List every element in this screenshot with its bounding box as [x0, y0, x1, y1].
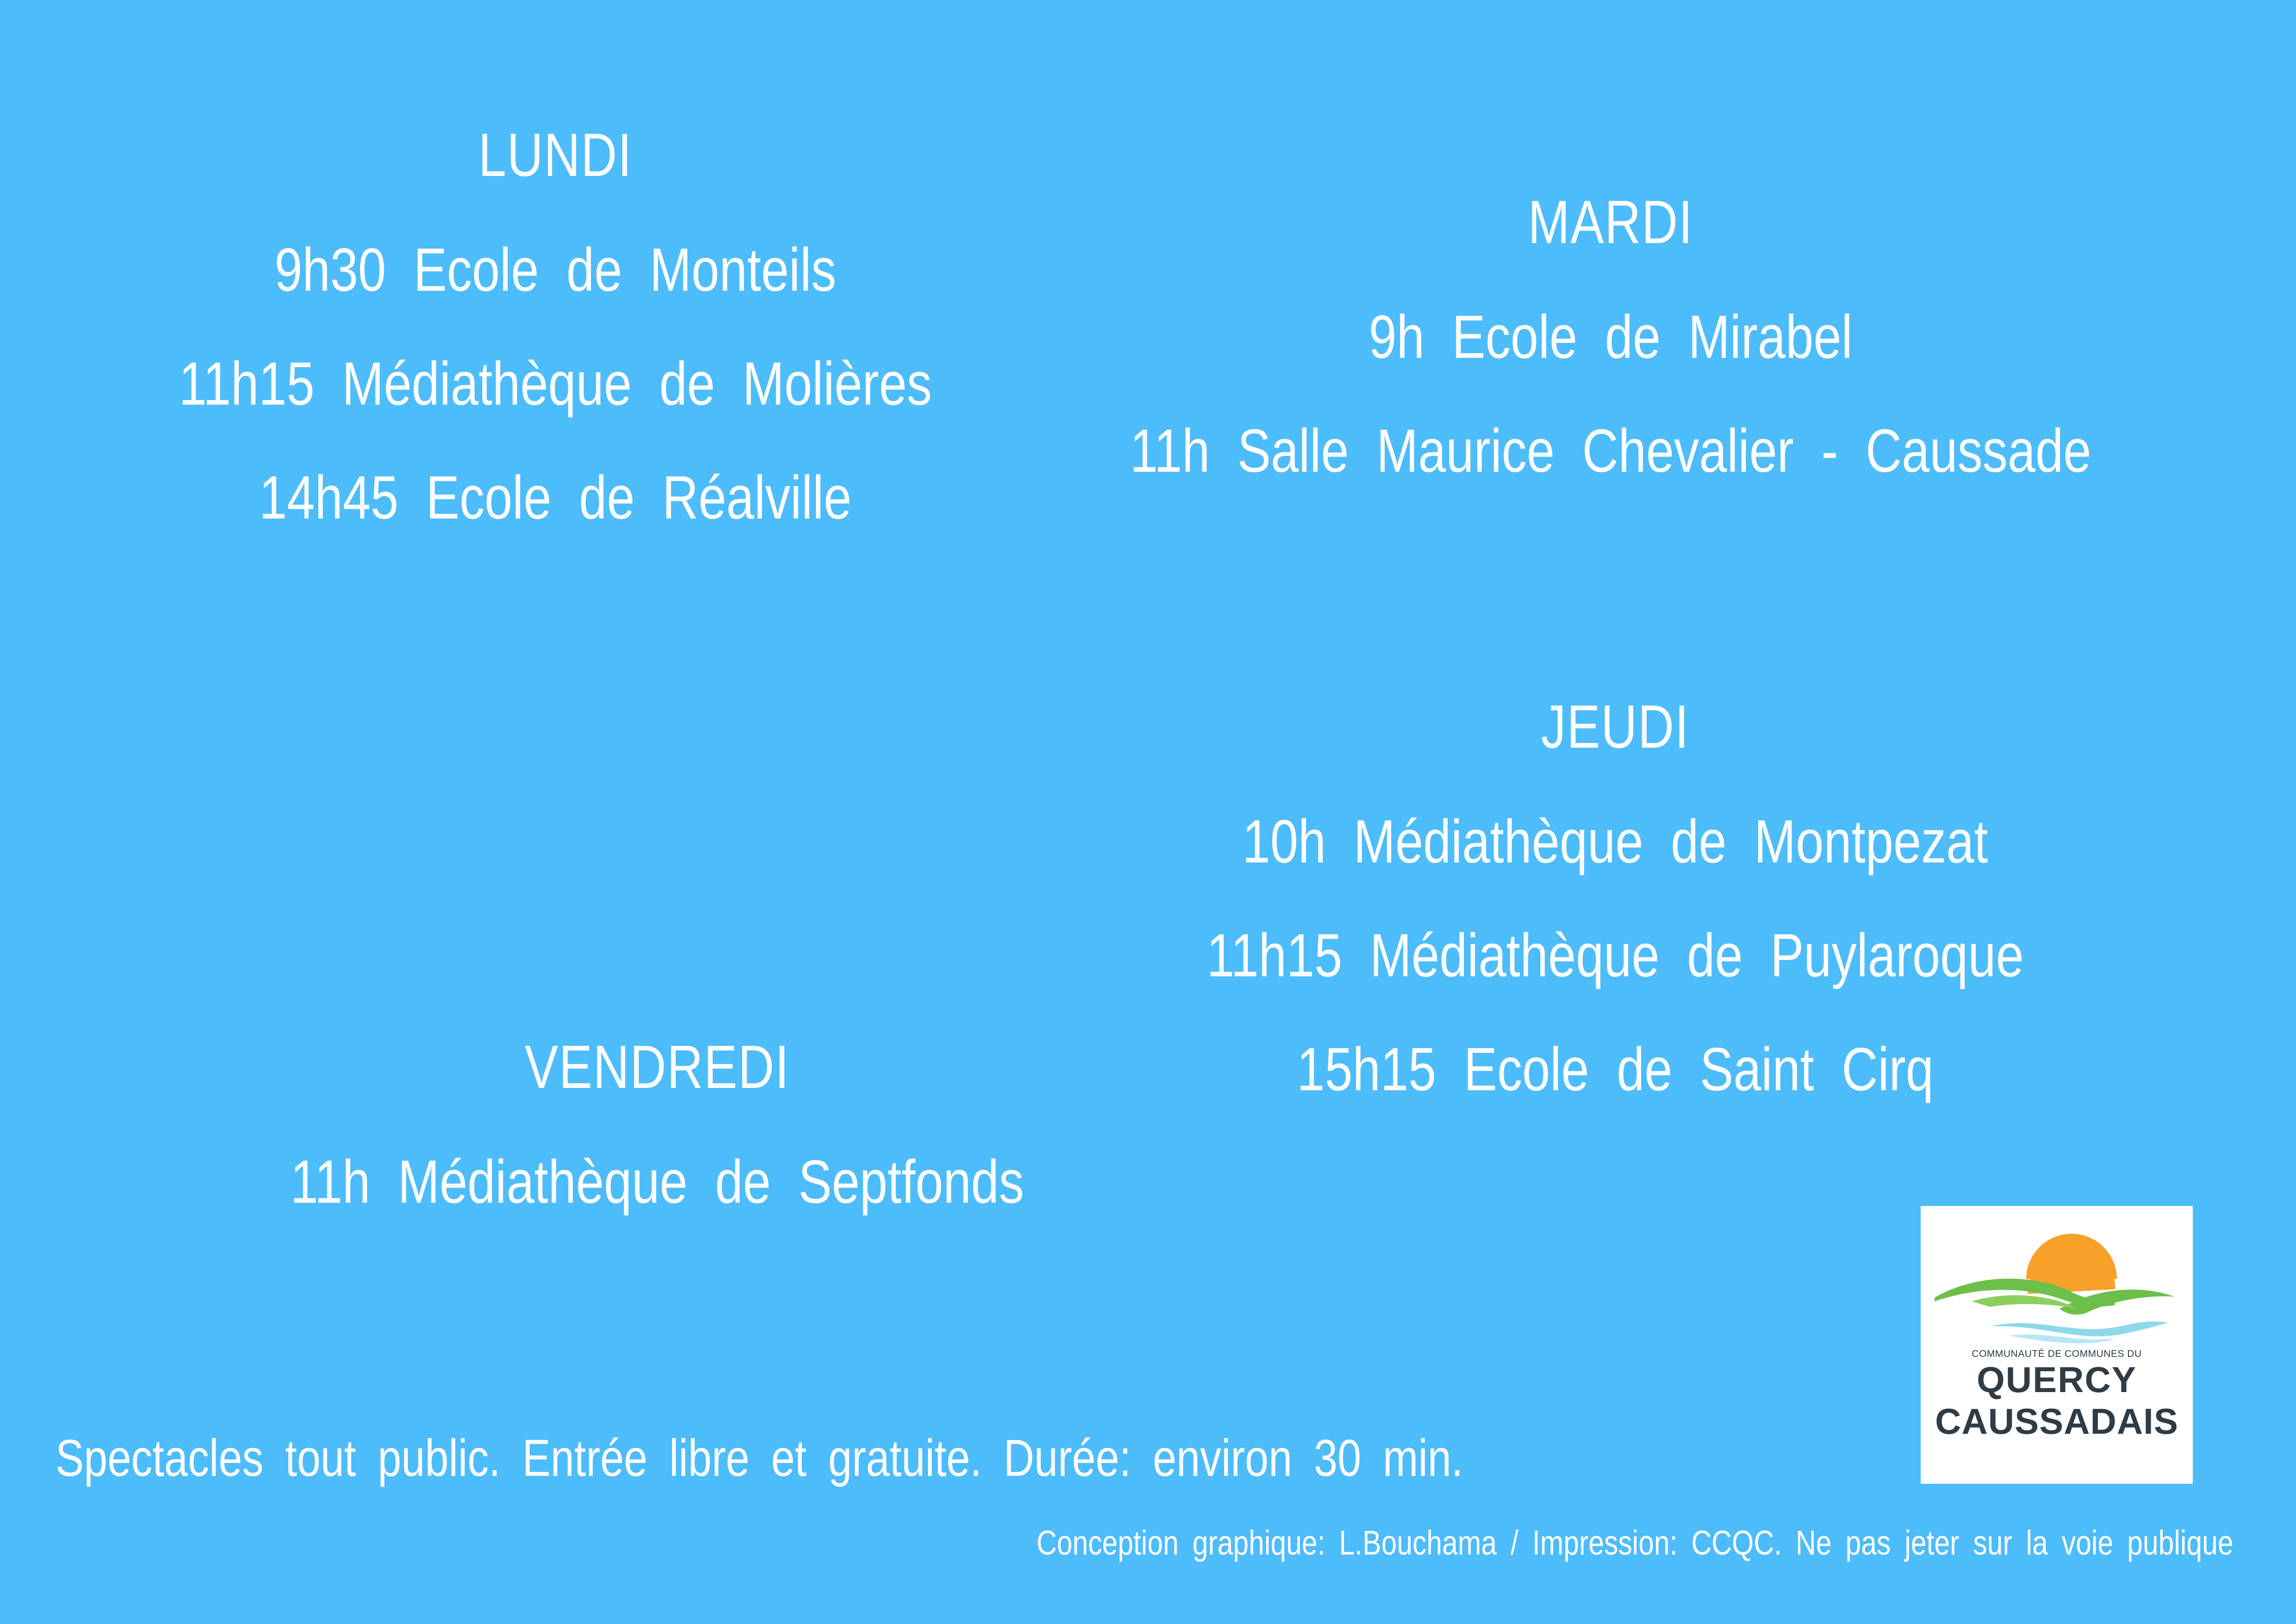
- schedule-friday: [210, 1009, 1105, 1239]
- quercy-caussadais-logo: [1921, 1206, 2193, 1484]
- schedule-item: 11h15 Médiathèque de Puylaroque: [1207, 921, 2024, 989]
- day-heading-friday: VENDREDI: [524, 1033, 790, 1101]
- schedule-thursday: [1117, 669, 2113, 1126]
- day-heading-tuesday: MARDI: [1528, 188, 1693, 256]
- schedule-monday: [96, 97, 1014, 555]
- schedule-item: 11h Salle Maurice Chevalier - Caussade: [1130, 417, 2091, 485]
- schedule-item: 15h15 Ecole de Saint Cirq: [1297, 1035, 1934, 1103]
- credits-text: Conception graphique: L.Bouchama / Impression: CCQC. Ne pas jeter sur la voie publique: [1037, 1524, 2234, 1562]
- schedule-tuesday: [1025, 164, 2197, 508]
- logo-graphic-icon: [1921, 1206, 2193, 1484]
- day-heading-thursday: JEUDI: [1541, 693, 1690, 761]
- schedule-item: 11h15 Médiathèque de Molières: [179, 350, 932, 418]
- logo-subtitle: COMMUNAUTÉ DE COMMUNES DU: [1972, 1349, 2142, 1359]
- logo-title-line2: CAUSSADAIS: [1935, 1401, 2178, 1442]
- schedule-item: 11h Médiathèque de Septfonds: [290, 1148, 1024, 1216]
- day-heading-monday: LUNDI: [478, 121, 633, 189]
- schedule-item: 10h Médiathèque de Montpezat: [1242, 807, 1988, 875]
- event-info-text: Spectacles tout public. Entrée libre et gratuite. Durée: environ 30 min.: [56, 1429, 1463, 1487]
- schedule-item: 9h30 Ecole de Monteils: [274, 236, 836, 304]
- schedule-item: 14h45 Ecole de Réalville: [259, 463, 852, 531]
- logo-title-line1: QUERCY: [1977, 1359, 2137, 1400]
- schedule-item: 9h Ecole de Mirabel: [1369, 303, 1853, 371]
